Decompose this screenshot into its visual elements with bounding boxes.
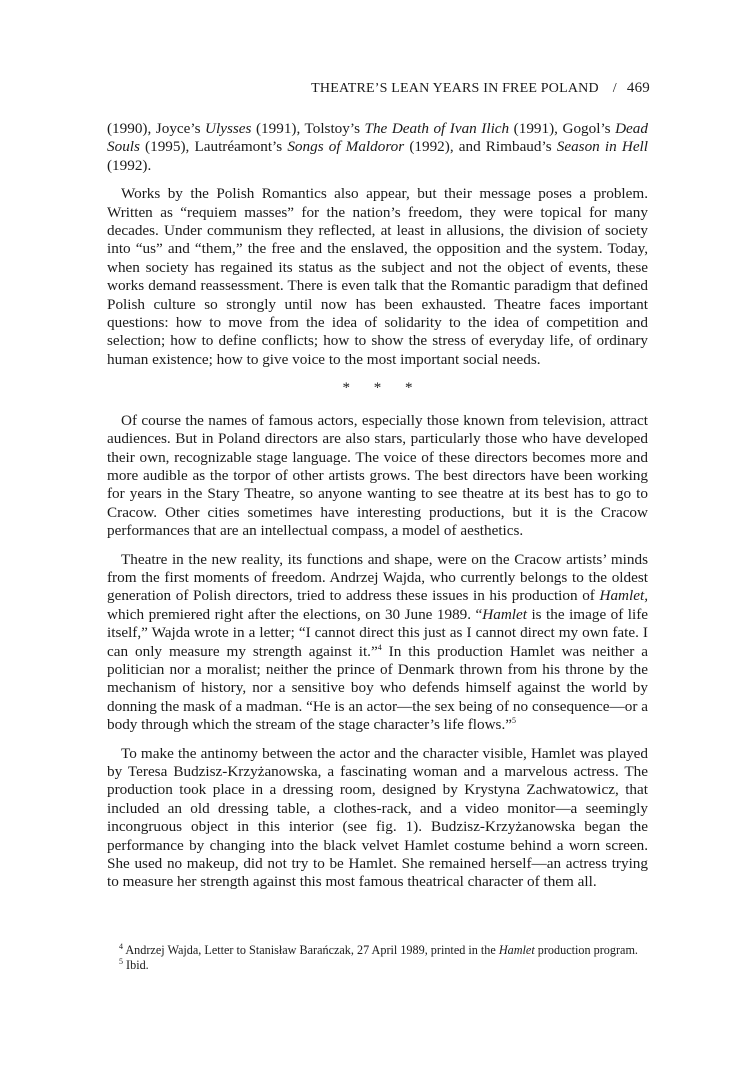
paragraph-wajda-hamlet xyxy=(107,551,648,735)
text-run: Andrzej Wajda, Letter to Stanisław Barańczak, 27 April 1989, printed in the xyxy=(123,943,499,957)
text-run: In this production Hamlet was neither a politician nor a moralist; neither the prince of Denmark thrown from his throne by the mechanism of history, nor a sensitive boy who defends himself against the world by donning the mask of a madman. “He is an actor—the sex being of no consequence—or a body through which the stream of the stage character’s life flows.” xyxy=(107,642,648,734)
footnotes xyxy=(107,943,648,973)
paragraph-polish-romantics: Works by the Polish Romantics also appear, but their message poses a problem. Written as “requiem masses” for the nation’s freedom, they were topical for many decades. Under communism they reflected, at least in allusions, the division of society into “us” and “them,” the free and the enslaved, the opposition and the system. Today, when society has regained its status as the subject and not the object of events, these works demand reassessment. There is even talk that the Romantic paradigm that defined Polish culture so strongly until now has been exhausted. Theatre faces important questions: how to move from the idea of solidarity to the idea of competition and selection; how to define conflicts; how to show the stress of everyday life, of ordinary human existence; how to give voice to the most important social needs. xyxy=(107,185,648,368)
text-run: is the image of life itself,” Wajda wrote in a letter; “I cannot direct this just as I cannot direct my own fate. I can only measure my strength against it.” xyxy=(107,605,648,660)
work-title: Hamlet, xyxy=(599,587,648,605)
footnote-number: 5 xyxy=(119,956,123,966)
text-run: (1991), Tolstoy’s xyxy=(251,120,365,137)
footnote-5 xyxy=(107,958,648,973)
text-run: (1995), Lautréamont’s xyxy=(139,138,288,156)
text-run: production program. xyxy=(534,943,638,957)
paragraph-antinomy: To make the antinomy between the actor and the character visible, Hamlet was played by Teresa Budzisz-Krzyżanowska, a fascinating woman and a marvelous actress. The production took place in a dressing room, designed by Krystyna Zachwatowicz, that included an old dressing table, a clothes-rack, and a video monitor—a seemingly incongruous object in this interior (see fig. 1). Budzisz-Krzyżanowska began the performance by changing into the black velvet Hamlet costume behind a worn screen. She used no makeup, did not try to be Hamlet. She remained herself—an actress trying to measure her strength against this most famous theatrical character of them all. xyxy=(107,744,648,891)
running-head-title: THEATRE’S LEAN YEARS IN FREE POLAND xyxy=(311,81,599,96)
page-number: 469 xyxy=(626,80,650,96)
work-title: Hamlet xyxy=(498,943,535,957)
text-run: Theatre in the new reality, its functions and shape, were on the Cracow artists’ minds from the first moments of freedom. Andrzej Wajda, who currently belongs to the oldest generation of Polish directors, tried to address these issues in his production of xyxy=(107,550,648,605)
body-text xyxy=(107,120,648,902)
text-run: which premiered right after the elections, on 30 June 1989. “ xyxy=(107,605,483,623)
footnote-4 xyxy=(107,943,648,958)
text-run: (1991), Gogol’s xyxy=(509,120,616,137)
work-title: Hamlet xyxy=(482,605,527,623)
paragraph-famous-actors: Of course the names of famous actors, especially those known from television, attract audiences. But in Poland directors are also stars, particularly those who have developed their own, recognizable stage language. The voice of these directors becomes more and more audible as the torpor of other artists grows. The best directors have been working for years in the Stary Theatre, so anyone wanting to see theatre at its best has to go to Cracow. Other cities sometimes have interesting productions, but it is the Cracow performances that are an intellectual compass, a model of aesthetics. xyxy=(107,411,648,540)
work-title: Ulysses xyxy=(205,120,252,137)
text-run: (1992). xyxy=(107,156,152,174)
footnote-ref-5[interactable]: 5 xyxy=(512,716,517,726)
text-run: (1992), and Rimbaud’s xyxy=(404,138,557,156)
work-title: Season in Hell xyxy=(556,138,648,156)
text-run: (1990), Joyce’s xyxy=(107,120,206,137)
paragraph-continued xyxy=(107,120,648,175)
work-title: Dead Souls xyxy=(107,120,648,156)
work-title: Songs of Maldoror xyxy=(287,138,405,156)
running-head xyxy=(100,80,650,97)
footnote-ref-4[interactable]: 4 xyxy=(377,642,382,652)
text-run: Ibid. xyxy=(123,958,149,972)
footnote-number: 4 xyxy=(119,941,123,951)
work-title: The Death of Ivan Ilich xyxy=(364,120,510,137)
section-break: * * * xyxy=(342,380,423,397)
running-head-separator: / xyxy=(612,81,617,96)
